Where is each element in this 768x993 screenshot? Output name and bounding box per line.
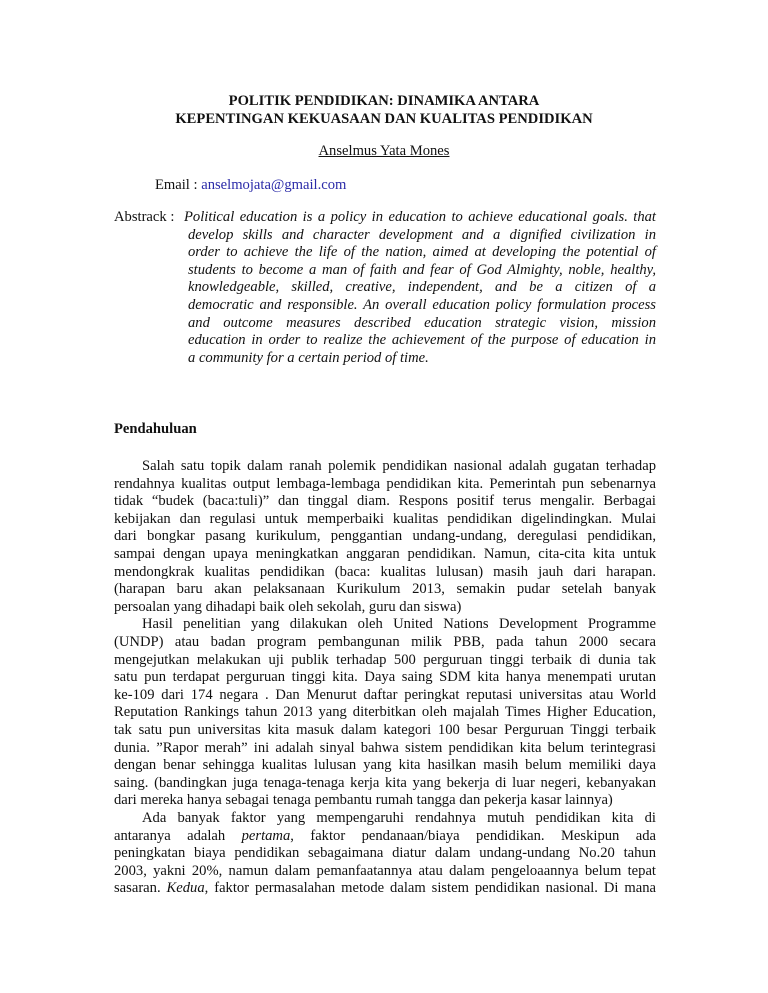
text-run: Hasil penelitian yang dilakukan oleh United Nations Development Programme <box>142 616 656 633</box>
text-run: satu pun terdapat perguruan tinggi kita. Daya saing SDM kita hanya menempati urutan <box>114 669 656 686</box>
paragraph-1-line <box>114 493 656 511</box>
paragraph-3-line <box>114 863 656 881</box>
paragraph-2-line <box>114 652 656 670</box>
email-label: Email : <box>155 177 202 193</box>
paragraph-2-line <box>114 722 656 740</box>
abstract-line: students to become a man of faith and fear of God Almighty, noble, healthy, <box>188 261 656 278</box>
text-run: tak satu pun universitas kita masuk dalam kategori 100 besar Perguruan Tinggi terbaik <box>114 722 656 738</box>
text-run: Ada banyak faktor yang mempengaruhi rendahnya mutuh pendidikan kita di <box>142 810 656 826</box>
text-run: persoalan yang dihadapi baik oleh sekolah, guru dan siswa) <box>114 598 462 615</box>
text-run: dunia. ”Rapor merah” ini adalah sinyal bahwa sistem pendidikan kita belum terintegrasi <box>114 739 656 756</box>
paragraph-1-line <box>114 528 656 546</box>
paragraph-1-line <box>114 581 656 599</box>
section-heading: Pendahuluan <box>114 421 197 437</box>
emphasis-text: pertama <box>241 827 291 844</box>
text-run: mengejutkan melakukan uji publik terhadap 500 perguruan tinggi terbaik di dunia tak <box>114 651 656 668</box>
abstract-label: Abstrack : <box>114 209 175 225</box>
abstract-line: order to achieve the life of the nation, aimed at developing the potential of <box>188 244 656 261</box>
text-run: sasaran. <box>114 880 167 897</box>
author <box>0 143 768 161</box>
title-line-2: KEPENTINGAN KEKUASAAN DAN KUALITAS PENDIDIKAN <box>175 111 593 127</box>
email-row <box>155 177 346 195</box>
paragraph-2-line <box>114 704 656 722</box>
text-run: , faktor permasalahan metode dalam sistem pendidikan nasional. Di mana <box>204 880 656 897</box>
paragraph-1-line <box>114 511 656 529</box>
paragraph-2-line <box>114 634 656 652</box>
text-run: mendongkrak kualitas pendidikan (baca: kualitas lulusan) masih jauh dari harapan. <box>114 563 656 580</box>
paragraph-2-line <box>114 740 656 758</box>
text-run: saing. (bandingkan juga tenaga-tenaga kerja kita yang bekerja di luar negeri, kebanyakan <box>114 774 656 791</box>
paragraph-1-line <box>114 546 656 564</box>
abstract-line: democratic and responsible. An overall education policy formulation process <box>188 297 656 313</box>
paragraph-1-line <box>114 476 656 494</box>
paragraph-2-line <box>114 757 656 775</box>
text-run: rendahnya kualitas output lembaga-lembaga pendidikan kita. Pemerintah pun sebenarnya <box>114 475 656 492</box>
text-run: dari bongkar pasang kurikulum, penggantian undang-undang, deregulasi pendidikan, <box>114 528 656 545</box>
abstract-line: and outcome measures described education strategic vision, mission <box>188 314 656 331</box>
paragraph-2-line <box>114 687 656 705</box>
paragraph-2-line <box>114 775 656 793</box>
paragraph-2-line <box>114 792 656 810</box>
text-run: antaranya adalah <box>114 827 242 844</box>
paragraph-3-line <box>142 810 656 828</box>
text-run: dengan benar sehingga kualitas lulusan yang kita hasilkan masih belum memiliki daya <box>114 757 656 774</box>
abstract-line: a community for a certain period of time. <box>188 349 429 366</box>
email-link[interactable]: anselmojata@gmail.com <box>201 177 347 193</box>
text-run: kebijakan dan regulasi untuk memperbaiki kualitas pendidikan digelindingkan. Mulai <box>114 510 656 527</box>
text-run: (harapan baru akan pelaksanaan Kurikulum 2013, semakin pudar setelah banyak <box>114 581 656 598</box>
paragraph-3-line <box>114 828 656 846</box>
text-run: tidak “budek (baca:tuli)” dan tinggal diam. Respons positif terus mengalir. Berbagai <box>114 493 656 510</box>
paragraph-1-line <box>114 564 656 582</box>
paragraph-1-line <box>114 599 656 617</box>
paragraph-3-line <box>114 880 656 898</box>
paragraph-2-line <box>114 669 656 687</box>
text-run: sampai dengan upaya meningkatkan anggaran pendidikan. Namun, cita-cita kita untuk <box>114 546 656 562</box>
text-run: (UNDP) atau badan program pembangunan milik PBB, pada tahun 2000 secara <box>114 634 656 650</box>
abstract-line: knowledgeable, skilled, creative, independent, and be a citizen of a <box>188 279 656 296</box>
abstract-line: Political education is a policy in education to achieve educational goals. that <box>184 209 656 225</box>
text-run: ke-109 dari 174 negara . Dan Menurut daftar peringkat reputasi universitas atau World <box>114 686 656 703</box>
text-run: 2003, yakni 20%, namun dalam pemanfaatannya atau dalam pengeloaannya belum tepat <box>114 862 656 879</box>
abstract-line: education in order to realize the achievement of the purpose of education in <box>188 332 656 349</box>
text-run: peningkatan biaya pendidikan sebagaimana diatur dalam undang-undang No.20 tahun <box>114 845 656 862</box>
author-name: Anselmus Yata Mones <box>318 143 450 159</box>
abstract-line: develop skills and character development and a dignified civilization in <box>188 226 656 243</box>
paragraph-1-line <box>142 458 656 476</box>
text-run: Reputation Rankings tahun 2013 yang diterbitkan oleh majalah Times Higher Education, <box>114 704 656 721</box>
emphasis-text: Kedua <box>166 880 205 897</box>
title-line-1: POLITIK PENDIDIKAN: DINAMIKA ANTARA <box>228 93 540 109</box>
paragraph-2-line <box>142 616 656 634</box>
paragraph-3-line <box>114 845 656 863</box>
text-run: Salah satu topik dalam ranah polemik pendidikan nasional adalah gugatan terhadap <box>142 458 656 474</box>
text-run: , faktor pendanaan/biaya pendidikan. Meskipun ada <box>290 827 656 844</box>
text-run: dari mereka hanya sebagai tenaga pembantu rumah tangga dan pekerja kasar lainnya) <box>114 792 613 809</box>
